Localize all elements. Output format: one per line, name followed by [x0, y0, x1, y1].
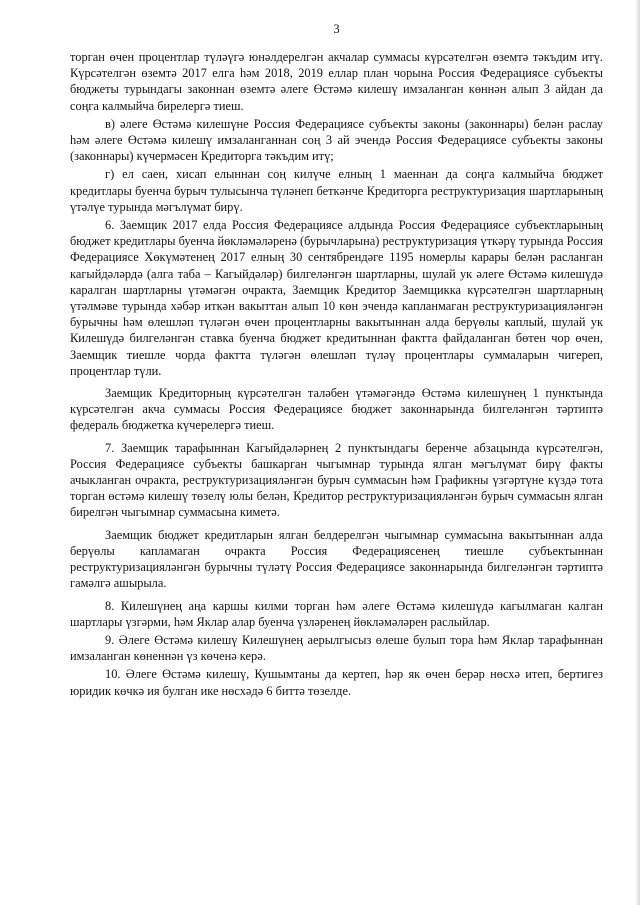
document-page — [70, 22, 603, 699]
scan-edge-shadow — [635, 0, 640, 905]
paragraph-item-v: в) әлеге Өстәмә килешүне Россия Федерациясе субъекты законы (законнары) белән раслау һәм әлеге Өстәмә килешү имзаланганнан соң 3 ай эчендә Россия Федерациясе субъекты законы (законнары) күчермәсен Кредиторга тәкъдим итү; — [70, 116, 603, 164]
paragraph-clause-7-continuation: Заемщик бюджет кредитларын ялган белдерелгән чыгымнар суммасына вакытыннан алда берүөлы капламаган очракта Россия Федерациясенең тиешле субъектыннан реструктуризацияләнгән бурычны түләтү Россия Федерациясе законнарында билгеләнгән тәртиптә гамәлгә ашырыла. — [70, 527, 603, 591]
paragraph-clause-10: 10. Әлеге Өстәмә килешү, Кушымтаны да кертеп, һәр як өчен берәр нөсхә итеп, бертигез юридик көчкә ия булган ике нөсхәдә 6 биттә төзелде. — [70, 667, 603, 698]
paragraph-clause-6: 6. Заемщик 2017 елда Россия Федерациясе алдында Россия Федерациясе субъектларының бюджет кредитлары буенча йөкләмәләренә (бурычларына) реструктуризация үткәрү турында Россия Федерациясе Хөкүмәтенең 2017 елның 30 сентябрендәге 1195 номерлы карары белән расланган кагыйдәләрдә (алга таба – Кагыйдәләр) билгеләнгән шартларны, шулай ук әлеге Өстәмә килешүдә каралган шартларны үтәмәгән очракта, Заемщик Кредитор Заемщикка күрсәтелгән шартларның үтәлмәве турында хәбәр иткән вакыттан алып 10 көн эчендә капланмаган реструктуризацияләнгән бурычны һәм өлешләп түләгән өчен процентларны вакытыннан алда берүөлы каплый, шулай ук Килешүдә билгеләнгән ставка буенча бюджет кредитыннан фактта файдаланган бөтен чор өчен, Заемщик тиешле чорда фактта түләгән өлешләп түләү процентлары суммаларын чигереп, процентлар түли. — [70, 218, 603, 378]
page-number: 3 — [333, 22, 340, 36]
paragraph-clause-8: 8. Килешүнең аңа каршы килми торган һәм әлеге Өстәмә килешүдә кагылмаган калган шартлары үзгәрми, һәм Яклар алар буенча үзләренең йөкләмәләрен раслыйлар. — [70, 598, 603, 629]
paragraph-continuation: торган өчен процентлар түләүгә юнәлдерелгән акчалар суммасы күрсәтелгән өземтә тәкъдим итү. Күрсәтелгән өземтә 2017 елга һәм 2018, 2019 еллар план чорына Россия Федерациясе субъекты бюджеты турындагы законнан өземтә әлеге Өстәмә килешү имзаланган көннән алып 3 айдан да соңга калмыйча бирелергә тиеш. — [70, 50, 603, 113]
paragraph-item-g: г) ел саен, хисап елыннан соң килүче елның 1 маеннан да соңга калмыйча бюджет кредитлары буенча бурыч тулысынча түләнеп беткәнче Кредиторга реструктуризация шартларының үтәлүе турында мәгълүмат бирү. — [70, 167, 603, 214]
paragraph-clause-6-continuation: Заемщик Кредиторның күрсәтелгән таләбен үтәмәгәндә Өстәмә килешүнең 1 пунктында күрсәтелгән акча суммасы Россия Федерациясе бюджет законнарында билгеләнгән тәртиптә федераль бюджетка күчерелергә тиеш. — [70, 386, 603, 433]
paragraph-clause-9: 9. Әлеге Өстәмә килешү Килешүнең аерылгысыз өлеше булып тора һәм Яклар тарафыннан имзаланган көненнән үз көченә керә. — [70, 632, 603, 664]
paragraph-clause-7: 7. Заемщик тарафыннан Кагыйдәләрнең 2 пунктындагы беренче абзацында күрсәтелгән, Россия Федерациясе субъекты башкарган чыгымнар турында ялган мәгълүмат бирү факты ачыкланган очракта, реструктуризацияләнгән бурыч суммасын һәм Графикны үзгәртүне күздә тота торган өстәмә килешү төзелү юлы белән, Кредитор реструктуризацияләнгән бурыч суммасын ялган бирелгән чыгымнар суммасына киметә. — [70, 440, 603, 520]
